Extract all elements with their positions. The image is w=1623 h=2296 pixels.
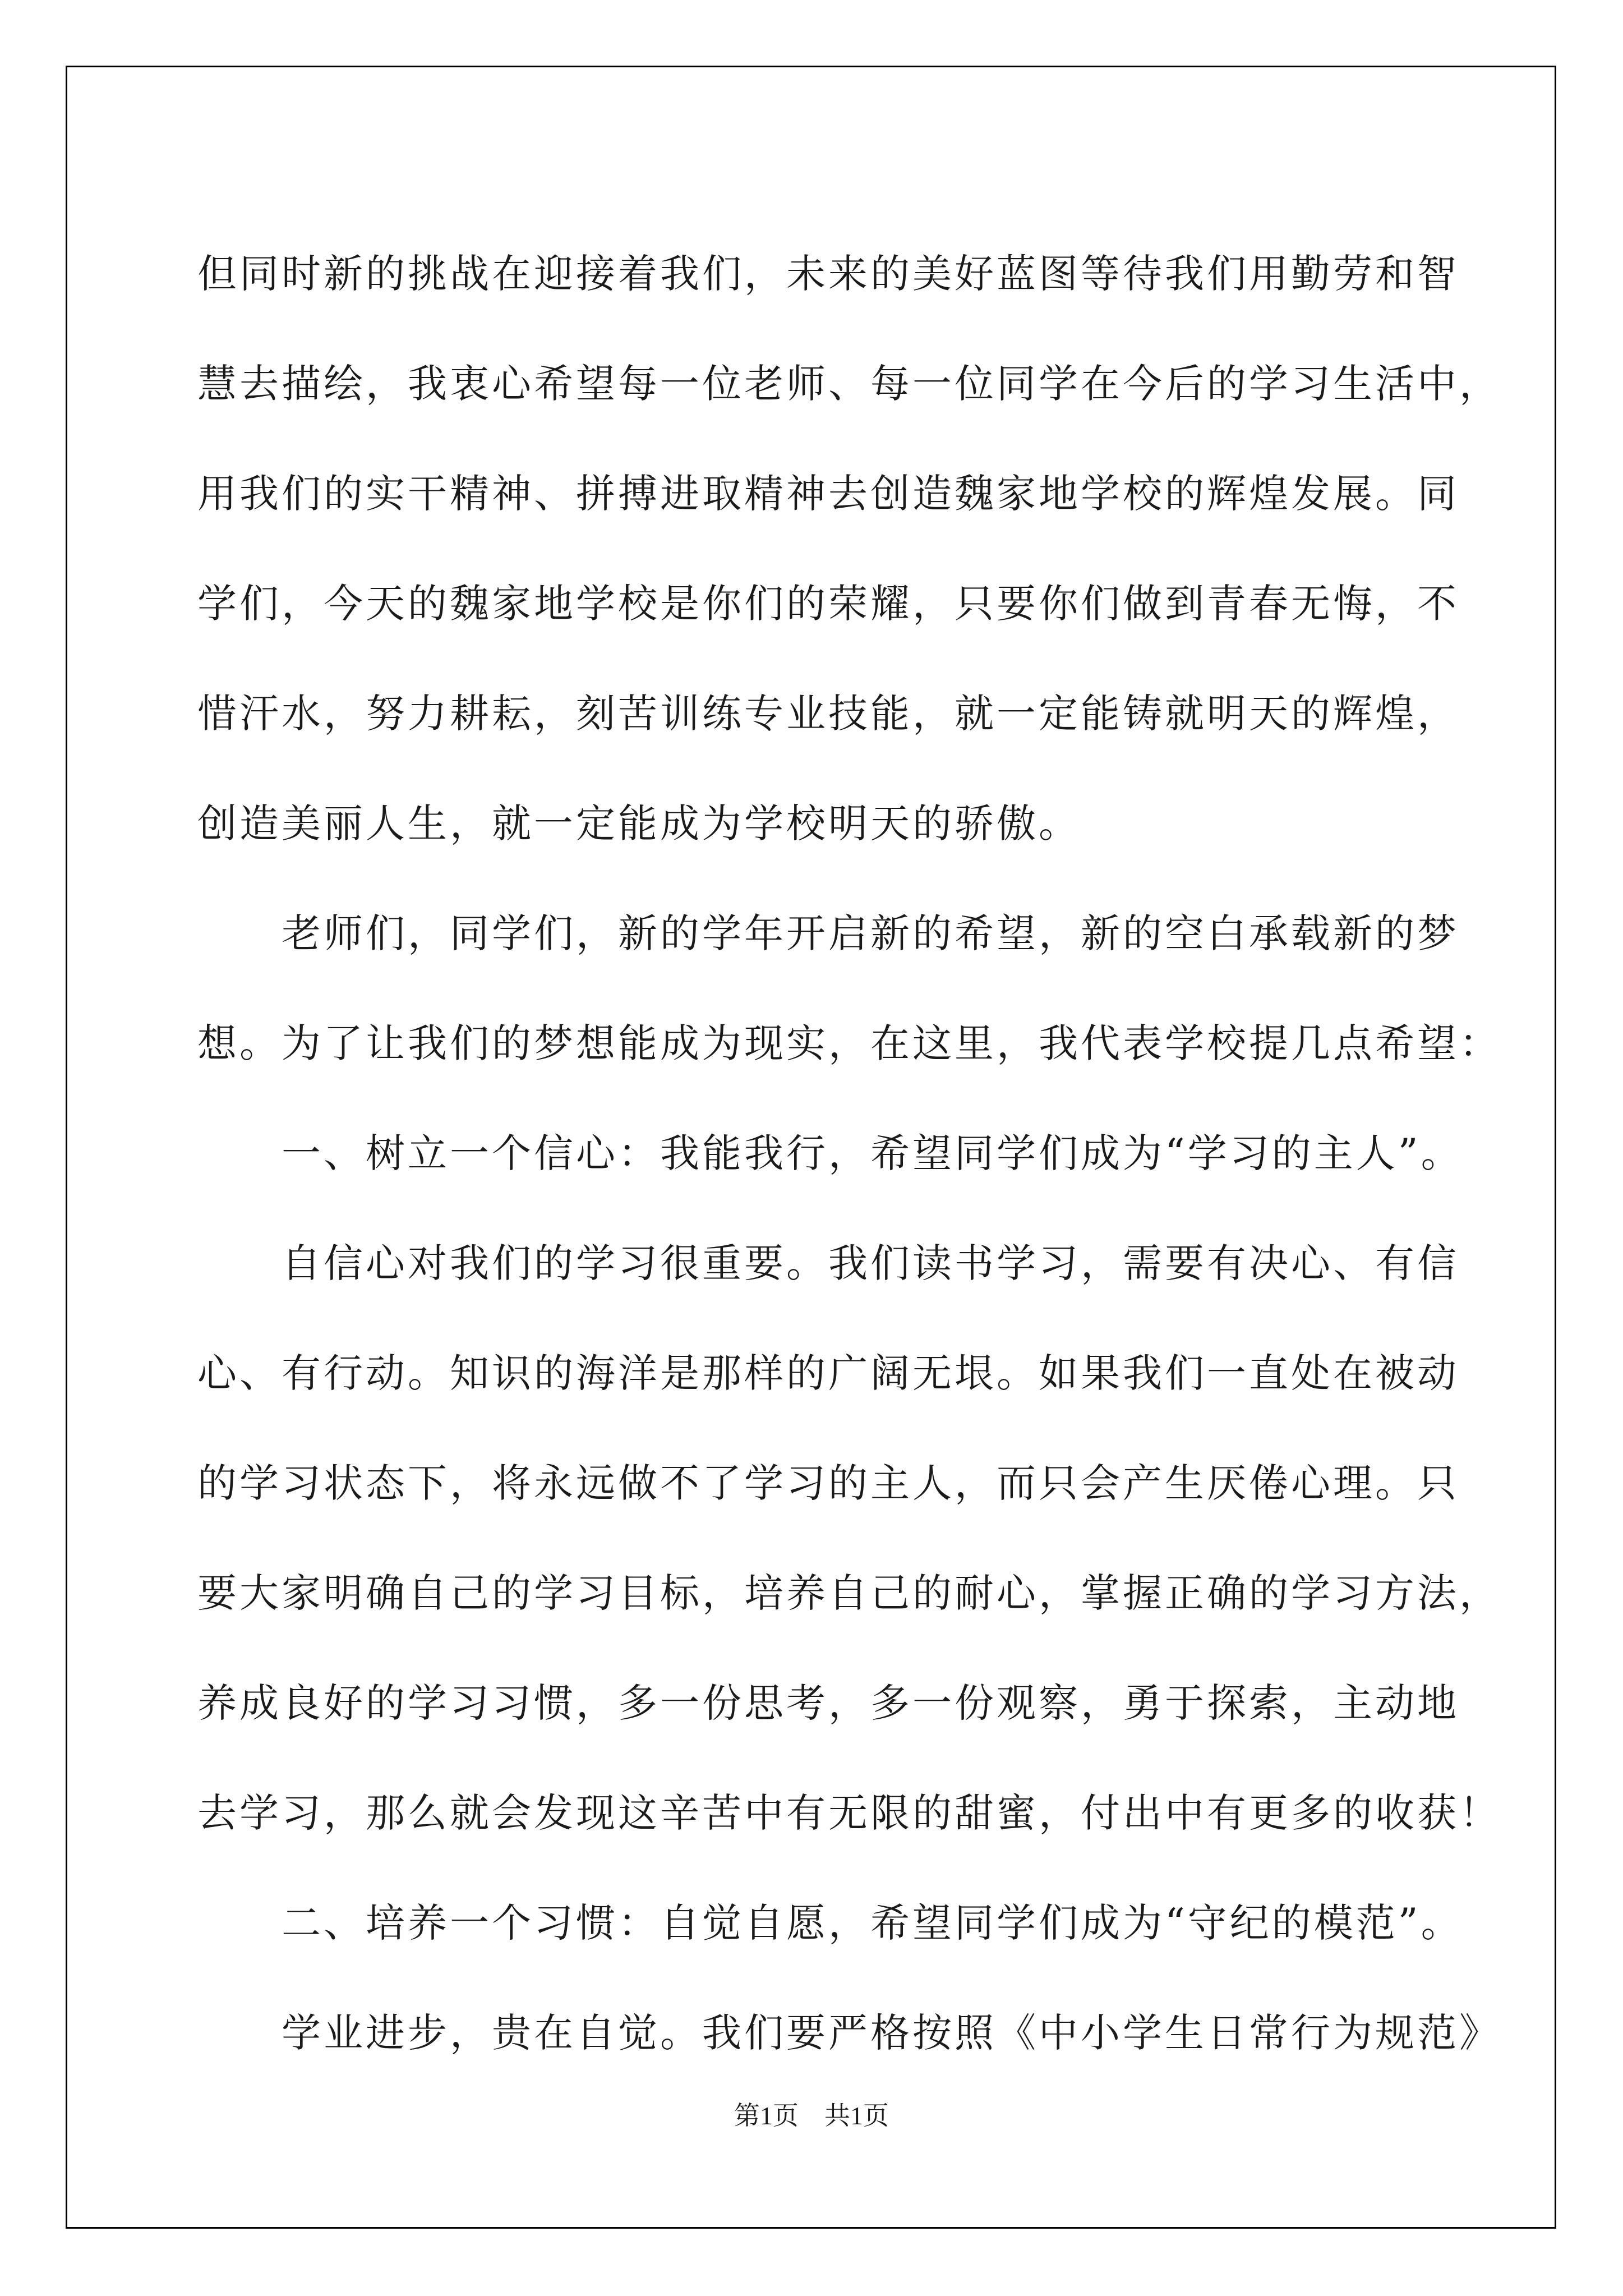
text-line: 心、有行动。知识的海洋是那样的广阔无垠。如果我们一直处在被动 <box>197 1350 1459 1396</box>
paragraph-start-line: 自信心对我们的学习很重要。我们读书学习，需要有决心、有信 <box>282 1240 1459 1286</box>
text-line: 养成良好的学习习惯，多一份思考，多一份观察，勇于探索，主动地 <box>197 1680 1459 1726</box>
text-line: 学们，今天的魏家地学校是你们的荣耀，只要你们做到青春无悔，不 <box>197 581 1459 627</box>
text-line: 慧去描绘，我衷心希望每一位老师、每一位同学在今后的学习生活中， <box>197 361 1501 407</box>
text-line: 想。为了让我们的梦想能成为现实，在这里，我代表学校提几点希望： <box>197 1020 1501 1066</box>
paragraph-start-line: 学业进步，贵在自觉。我们要严格按照《中小学生日常行为规范》 <box>282 2010 1501 2056</box>
text-line: 但同时新的挑战在迎接着我们，未来的美好蓝图等待我们用勤劳和智 <box>197 251 1459 297</box>
paragraph-start-line: 老师们，同学们，新的学年开启新的希望，新的空白承载新的梦 <box>282 910 1459 956</box>
text-line: 创造美丽人生，就一定能成为学校明天的骄傲。 <box>197 800 1081 846</box>
text-line: 惜汗水，努力耕耘，刻苦训练专业技能，就一定能铸就明天的辉煌， <box>197 691 1459 737</box>
text-line: 用我们的实干精神、拼搏进取精神去创造魏家地学校的辉煌发展。同 <box>197 471 1459 517</box>
text-line: 要大家明确自己的学习目标，培养自己的耐心，掌握正确的学习方法， <box>197 1570 1501 1616</box>
document-body <box>197 219 1501 2088</box>
text-line: 的学习状态下，将永远做不了学习的主人，而只会产生厌倦心理。只 <box>197 1460 1459 1506</box>
text-line: 去学习，那么就会发现这辛苦中有无限的甜蜜，付出中有更多的收获！ <box>197 1790 1501 1836</box>
page-footer: 第1页 共1页 <box>734 2101 889 2130</box>
section-heading-line: 二、培养一个习惯：自觉自愿，希望同学们成为“守纪的模范”。 <box>282 1900 1463 1946</box>
section-heading-line: 一、树立一个信心：我能我行，希望同学们成为“学习的主人”。 <box>282 1130 1463 1176</box>
